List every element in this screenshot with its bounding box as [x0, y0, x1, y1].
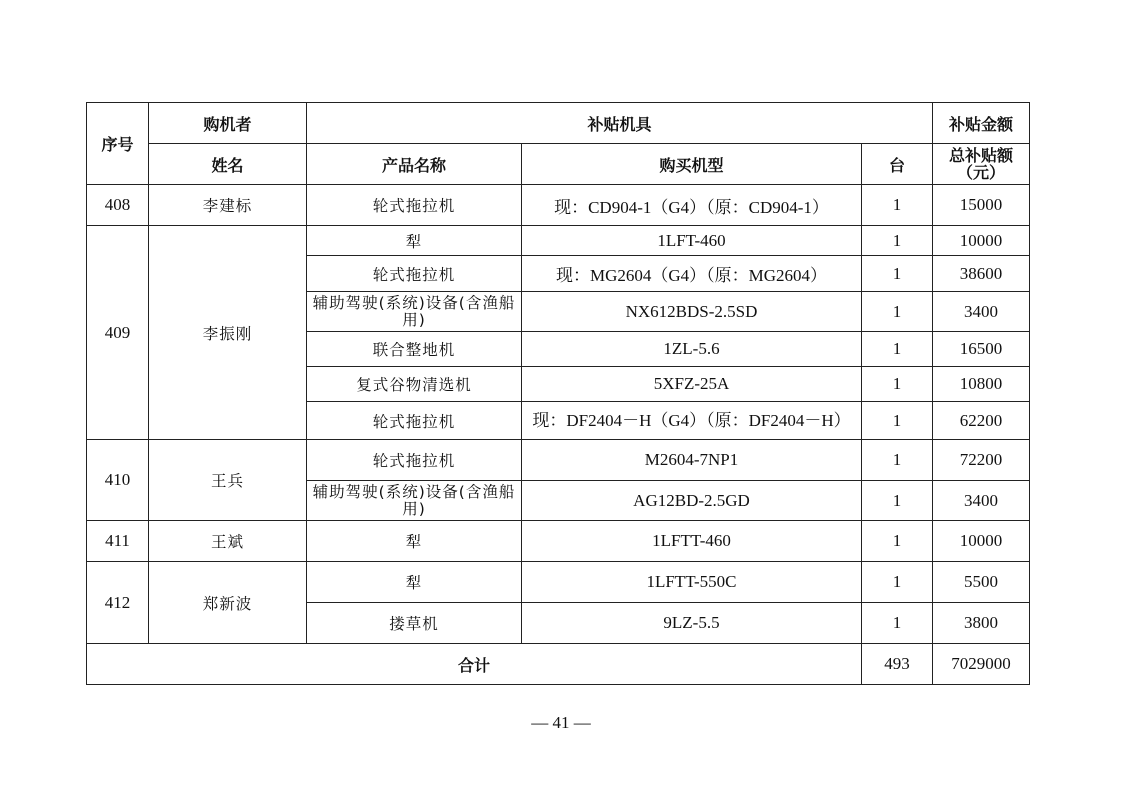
- units-cell: 1: [862, 481, 933, 521]
- model-cell: 现：CD904-1（G4）（原：CD904-1）: [522, 185, 862, 226]
- header-amount: [933, 144, 1030, 185]
- product-cell: 联合整地机: [307, 332, 522, 367]
- header-units: 台: [862, 144, 933, 185]
- header-amount-line1: 总补贴额: [948, 146, 1013, 165]
- amount-cell: 38600: [933, 256, 1030, 292]
- seq-cell: 411: [87, 521, 149, 562]
- header-amount-group: 补贴金额: [933, 103, 1030, 144]
- amount-cell: 3400: [933, 292, 1030, 332]
- header-product: 产品名称: [307, 144, 522, 185]
- table-row: [87, 562, 1030, 603]
- amount-cell: 15000: [933, 185, 1030, 226]
- product-cell: 轮式拖拉机: [307, 402, 522, 440]
- amount-cell: 10800: [933, 367, 1030, 402]
- header-machine-group: 补贴机具: [307, 103, 933, 144]
- product-cell: 复式谷物清选机: [307, 367, 522, 402]
- units-cell: 1: [862, 562, 933, 603]
- model-cell: AG12BD-2.5GD: [522, 481, 862, 521]
- units-cell: 1: [862, 226, 933, 256]
- product-cell: 犁: [307, 226, 522, 256]
- table-row: [87, 226, 1030, 256]
- product-cell: 轮式拖拉机: [307, 256, 522, 292]
- subsidy-table: [86, 102, 1030, 685]
- total-units: 493: [862, 644, 933, 685]
- amount-cell: 10000: [933, 226, 1030, 256]
- buyer-name-cell: 李振刚: [149, 226, 307, 440]
- seq-cell: 408: [87, 185, 149, 226]
- table-row: [87, 185, 1030, 226]
- model-cell: 5XFZ-25A: [522, 367, 862, 402]
- amount-cell: 5500: [933, 562, 1030, 603]
- buyer-name-cell: 李建标: [149, 185, 307, 226]
- model-cell: 1LFT-460: [522, 226, 862, 256]
- product-cell: 搂草机: [307, 603, 522, 644]
- amount-cell: 62200: [933, 402, 1030, 440]
- units-cell: 1: [862, 521, 933, 562]
- table-row: [87, 440, 1030, 481]
- units-cell: 1: [862, 185, 933, 226]
- amount-cell: 3800: [933, 603, 1030, 644]
- units-cell: 1: [862, 332, 933, 367]
- buyer-name-cell: 郑新波: [149, 562, 307, 644]
- product-cell: 犁: [307, 562, 522, 603]
- product-cell: 轮式拖拉机: [307, 185, 522, 226]
- product-cell: 辅助驾驶(系统)设备(含渔船用): [307, 292, 522, 332]
- units-cell: 1: [862, 603, 933, 644]
- amount-cell: 16500: [933, 332, 1030, 367]
- product-cell: 轮式拖拉机: [307, 440, 522, 481]
- units-cell: 1: [862, 440, 933, 481]
- seq-cell: 409: [87, 226, 149, 440]
- units-cell: 1: [862, 402, 933, 440]
- product-cell: 辅助驾驶(系统)设备(含渔船用): [307, 481, 522, 521]
- amount-cell: 10000: [933, 521, 1030, 562]
- model-cell: 现：MG2604（G4）（原：MG2604）: [522, 256, 862, 292]
- header-amount-line2: （元）: [956, 163, 1005, 182]
- model-cell: NX612BDS-2.5SD: [522, 292, 862, 332]
- amount-cell: 3400: [933, 481, 1030, 521]
- header-buyer-group: 购机者: [149, 103, 307, 144]
- buyer-name-cell: 王斌: [149, 521, 307, 562]
- model-cell: 现：DF2404－H（G4）（原：DF2404－H）: [522, 402, 862, 440]
- total-amount: 7029000: [933, 644, 1030, 685]
- model-cell: M2604-7NP1: [522, 440, 862, 481]
- model-cell: 1LFTT-460: [522, 521, 862, 562]
- model-cell: 9LZ-5.5: [522, 603, 862, 644]
- product-cell: 犁: [307, 521, 522, 562]
- seq-cell: 410: [87, 440, 149, 521]
- header-model: 购买机型: [522, 144, 862, 185]
- total-row: [87, 644, 1030, 685]
- total-label: 合计: [87, 644, 862, 685]
- buyer-name-cell: 王兵: [149, 440, 307, 521]
- header-seq: 序号: [87, 103, 149, 185]
- amount-cell: 72200: [933, 440, 1030, 481]
- model-cell: 1ZL-5.6: [522, 332, 862, 367]
- seq-cell: 412: [87, 562, 149, 644]
- header-name: 姓名: [149, 144, 307, 185]
- units-cell: 1: [862, 367, 933, 402]
- table-row: [87, 521, 1030, 562]
- model-cell: 1LFTT-550C: [522, 562, 862, 603]
- units-cell: 1: [862, 292, 933, 332]
- units-cell: 1: [862, 256, 933, 292]
- page-number: — 41 —: [531, 713, 591, 732]
